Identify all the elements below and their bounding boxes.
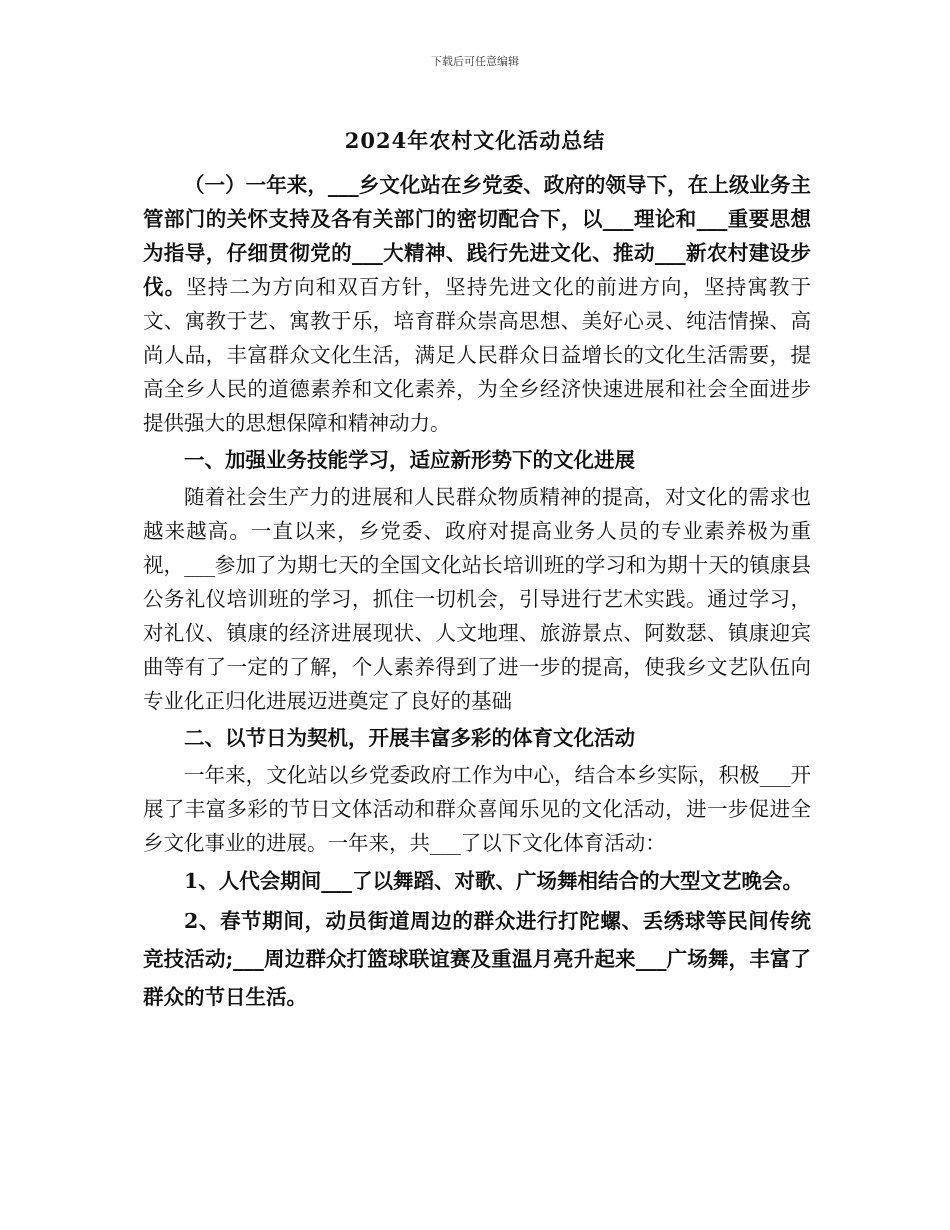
section2-paragraph: 一年来，文化站以乡党委政府工作为中心，结合本乡实际，积极___开展了丰富多彩的节日文体活动和群众喜闻乐见的文化活动，进一步促进全乡文化事业的进展。一年来，共___了以下文化体育活动： — [143, 763, 811, 855]
document-title: 2024年农村文化活动总结 — [344, 128, 606, 153]
page-header-note: 下载后可任意编辑 — [431, 55, 519, 68]
document-body — [143, 168, 811, 1018]
section1-paragraph: 随着社会生产力的进展和人民群众物质精神的提高，对文化的需求也越来越高。一直以来，乡党委、政府对提高业务人员的专业素养极为重视，___参加了为期七天的全国文化站长培训班的学习和为期十天的镇康县公务礼仪培训班的学习，抓住一切机会，引导进行艺术实践。通过学习，对礼仪、镇康的经济进展现状、人文地理、旅游景点、阿数瑟、镇康迎宾曲等有了一定的了解，个人素养得到了进一步的提高，使我乡文艺队伍向专业化正归化进展迈进奠定了良好的基础 — [143, 485, 811, 713]
list-item-2: 2、春节期间，动员街道周边的群众进行打陀螺、丢绣球等民间传统竞技活动;___周边群众打篮球联谊赛及重温月亮升起来___广场舞，丰富了群众的节日生活。 — [143, 909, 811, 1009]
list-item-1: 1、人代会期间___了以舞蹈、对歌、广场舞相结合的大型文艺晚会。 — [184, 869, 804, 893]
section1-heading: 一、加强业务技能学习，适应新形势下的文化进展 — [184, 448, 635, 472]
intro-bold-text: （一）一年来，___乡文化站在乡党委、政府的领导下，在上级业务主管部门的关怀支持及各有关部门的密切配合下，以___理论和___重要思想为指导，仔细贯彻党的___大精神、践行先进文化、推动___新农村建设步伐。 — [143, 173, 811, 299]
intro-rest-text: 坚持二为方向和双百方针，坚持先进文化的前进方向，坚持寓教于文、寓教于艺、寓教于乐，培育群众崇高思想、美好心灵、纯洁情操、高尚人品，丰富群众文化生活，满足人民群众日益增长的文化生活需要，提高全乡人民的道德素养和文化素养，为全乡经济快速进展和社会全面进步提供强大的思想保障和精神动力。 — [143, 275, 812, 435]
intro-paragraph — [143, 168, 811, 440]
section2-heading: 二、以节日为契机，开展丰富多彩的体育文化活动 — [184, 726, 635, 750]
